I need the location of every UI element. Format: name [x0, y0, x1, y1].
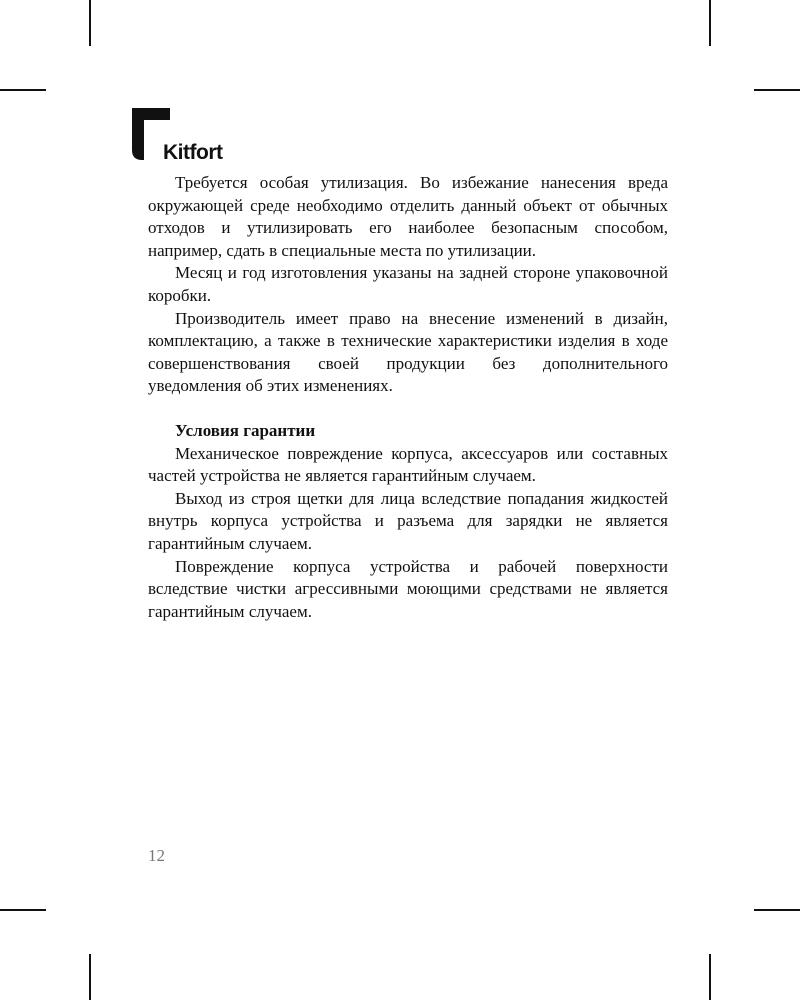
- paragraph-manufacturer-rights: Производитель имеет право на внесение изменений в дизайн, комплектацию, а также в технические характеристики изделия в ходе совершенствования своей продукции без дополнительного уведомления об этих изменениях.: [148, 308, 668, 396]
- page-number: 12: [148, 846, 165, 865]
- paragraph-manufacture-date: Месяц и год изготовления указаны на задней стороне упаковочной коробки.: [148, 263, 668, 305]
- crop-mark-top-left-vertical: [89, 0, 91, 46]
- crop-mark-top-left-horizontal: [0, 89, 46, 91]
- paragraph-warranty-mechanical: Механическое повреждение корпуса, аксессуаров или составных частей устройства не является гарантийным случаем.: [148, 443, 668, 486]
- crop-mark-bottom-right-vertical: [709, 954, 711, 1000]
- crop-mark-bottom-left-horizontal: [0, 909, 46, 911]
- brand-name: Kitfort: [163, 141, 223, 164]
- section-title-warranty: Условия гарантии: [175, 420, 316, 440]
- paragraph-disposal: Требуется особая утилизация. Во избежание нанесения вреда окружающей среде необходимо отделить данный объект от обычных отходов и утилизировать его наиболее безопасным способом, например, сдать в специальные места по утилизации.: [148, 173, 668, 260]
- paragraph-warranty-cleaning: Повреждение корпуса устройства и рабочей поверхности вследствие чистки агрессивными моющими средствами не является гарантийным случаем.: [148, 556, 668, 621]
- kitfort-logo: [132, 108, 242, 168]
- crop-mark-bottom-left-vertical: [89, 954, 91, 1000]
- crop-mark-top-right-horizontal: [754, 89, 800, 91]
- crop-mark-bottom-right-horizontal: [754, 909, 800, 911]
- document-body: [148, 172, 668, 623]
- paragraph-warranty-liquid: Выход из строя щетки для лица вследствие попадания жидкостей внутрь корпуса устройства и разъема для зарядки не является гарантийным случаем.: [148, 488, 668, 553]
- crop-mark-top-right-vertical: [709, 0, 711, 46]
